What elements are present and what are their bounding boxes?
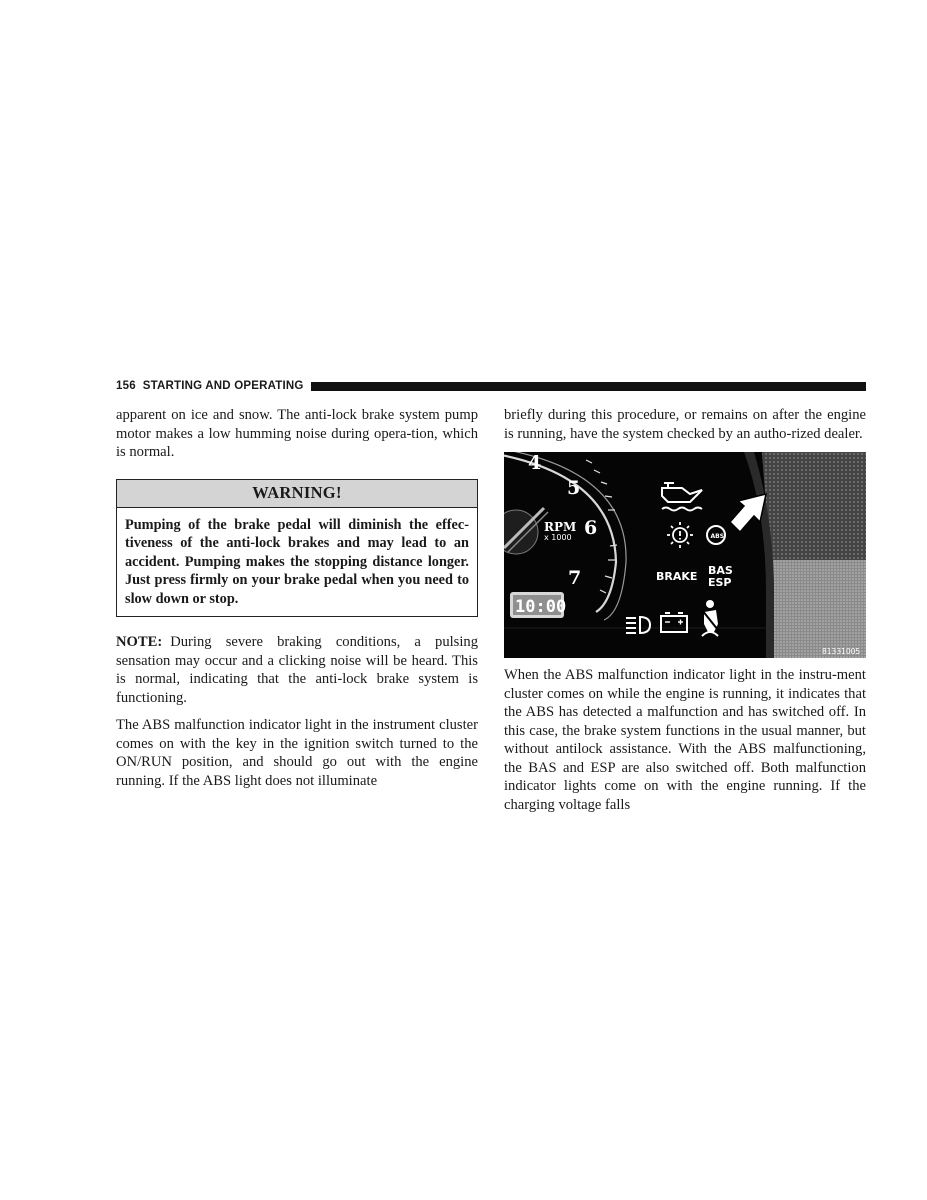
brake-label: BRAKE: [656, 570, 698, 583]
right-column: [504, 406, 866, 823]
tach-sublabel: x 1000: [544, 533, 572, 542]
page-number: 156: [116, 380, 136, 392]
note-paragraph: [116, 633, 478, 707]
header-rule: [311, 382, 866, 391]
abs-label: ABS: [710, 533, 725, 540]
paragraph: briefly during this procedure, or remains on after the engine is running, have the system checked by an autho-rized dealer.: [504, 407, 866, 442]
page-header: [116, 379, 866, 393]
warning-body: Pumping of the brake pedal will diminish the effec-tiveness of the anti-lock brakes and may lead to an accident. Pumping makes the stopping distance longer. Just press firmly on your brake pedal when you need to slow down or stop.: [125, 517, 469, 607]
tach-number-4: 4: [528, 452, 542, 474]
tach-label: RPM: [544, 520, 577, 534]
clock-display: [510, 592, 566, 618]
esp-label: ESP: [708, 576, 732, 589]
tach-number-5: 5: [567, 477, 581, 499]
left-column: [116, 406, 478, 799]
warning-title: WARNING!: [117, 480, 477, 509]
bas-label: BAS: [708, 564, 733, 577]
instrument-cluster-figure: [504, 452, 866, 658]
paragraph: When the ABS malfunction indicator light in the instru-ment cluster comes on while the engine is running, it indicates that the ABS has detected a malfunction and has switched off. In this case, the brake system functions in the usual manner, but without antilock assistance. With the ABS malfunctioning, the BAS and ESP are also switched off. Both malfunction indicator lights come on with the engine running. If the charging voltage falls: [504, 667, 866, 813]
tach-number-6: 6: [584, 517, 598, 539]
clock-time: 10:00: [515, 597, 567, 617]
warning-box: [116, 479, 478, 618]
note-label: NOTE:: [116, 634, 163, 651]
note-text: During severe braking conditions, a pulsing sensation may occur and a clicking noise will be heard. This is normal, indicating that the anti-lock brake system is functioning.: [116, 634, 478, 706]
tach-number-7: 7: [568, 567, 582, 589]
paragraph: The ABS malfunction indicator light in the instrument cluster comes on with the key in the ignition switch turned to the ON/RUN position, and should go out with the engine running. If the ABS light does not illuminate: [116, 717, 478, 789]
paragraph: apparent on ice and snow. The anti-lock brake system pump motor makes a low humming noise during opera-tion, which is normal.: [116, 407, 478, 460]
section-title: STARTING AND OPERATING: [142, 380, 304, 392]
image-code: 81331005: [822, 647, 861, 656]
